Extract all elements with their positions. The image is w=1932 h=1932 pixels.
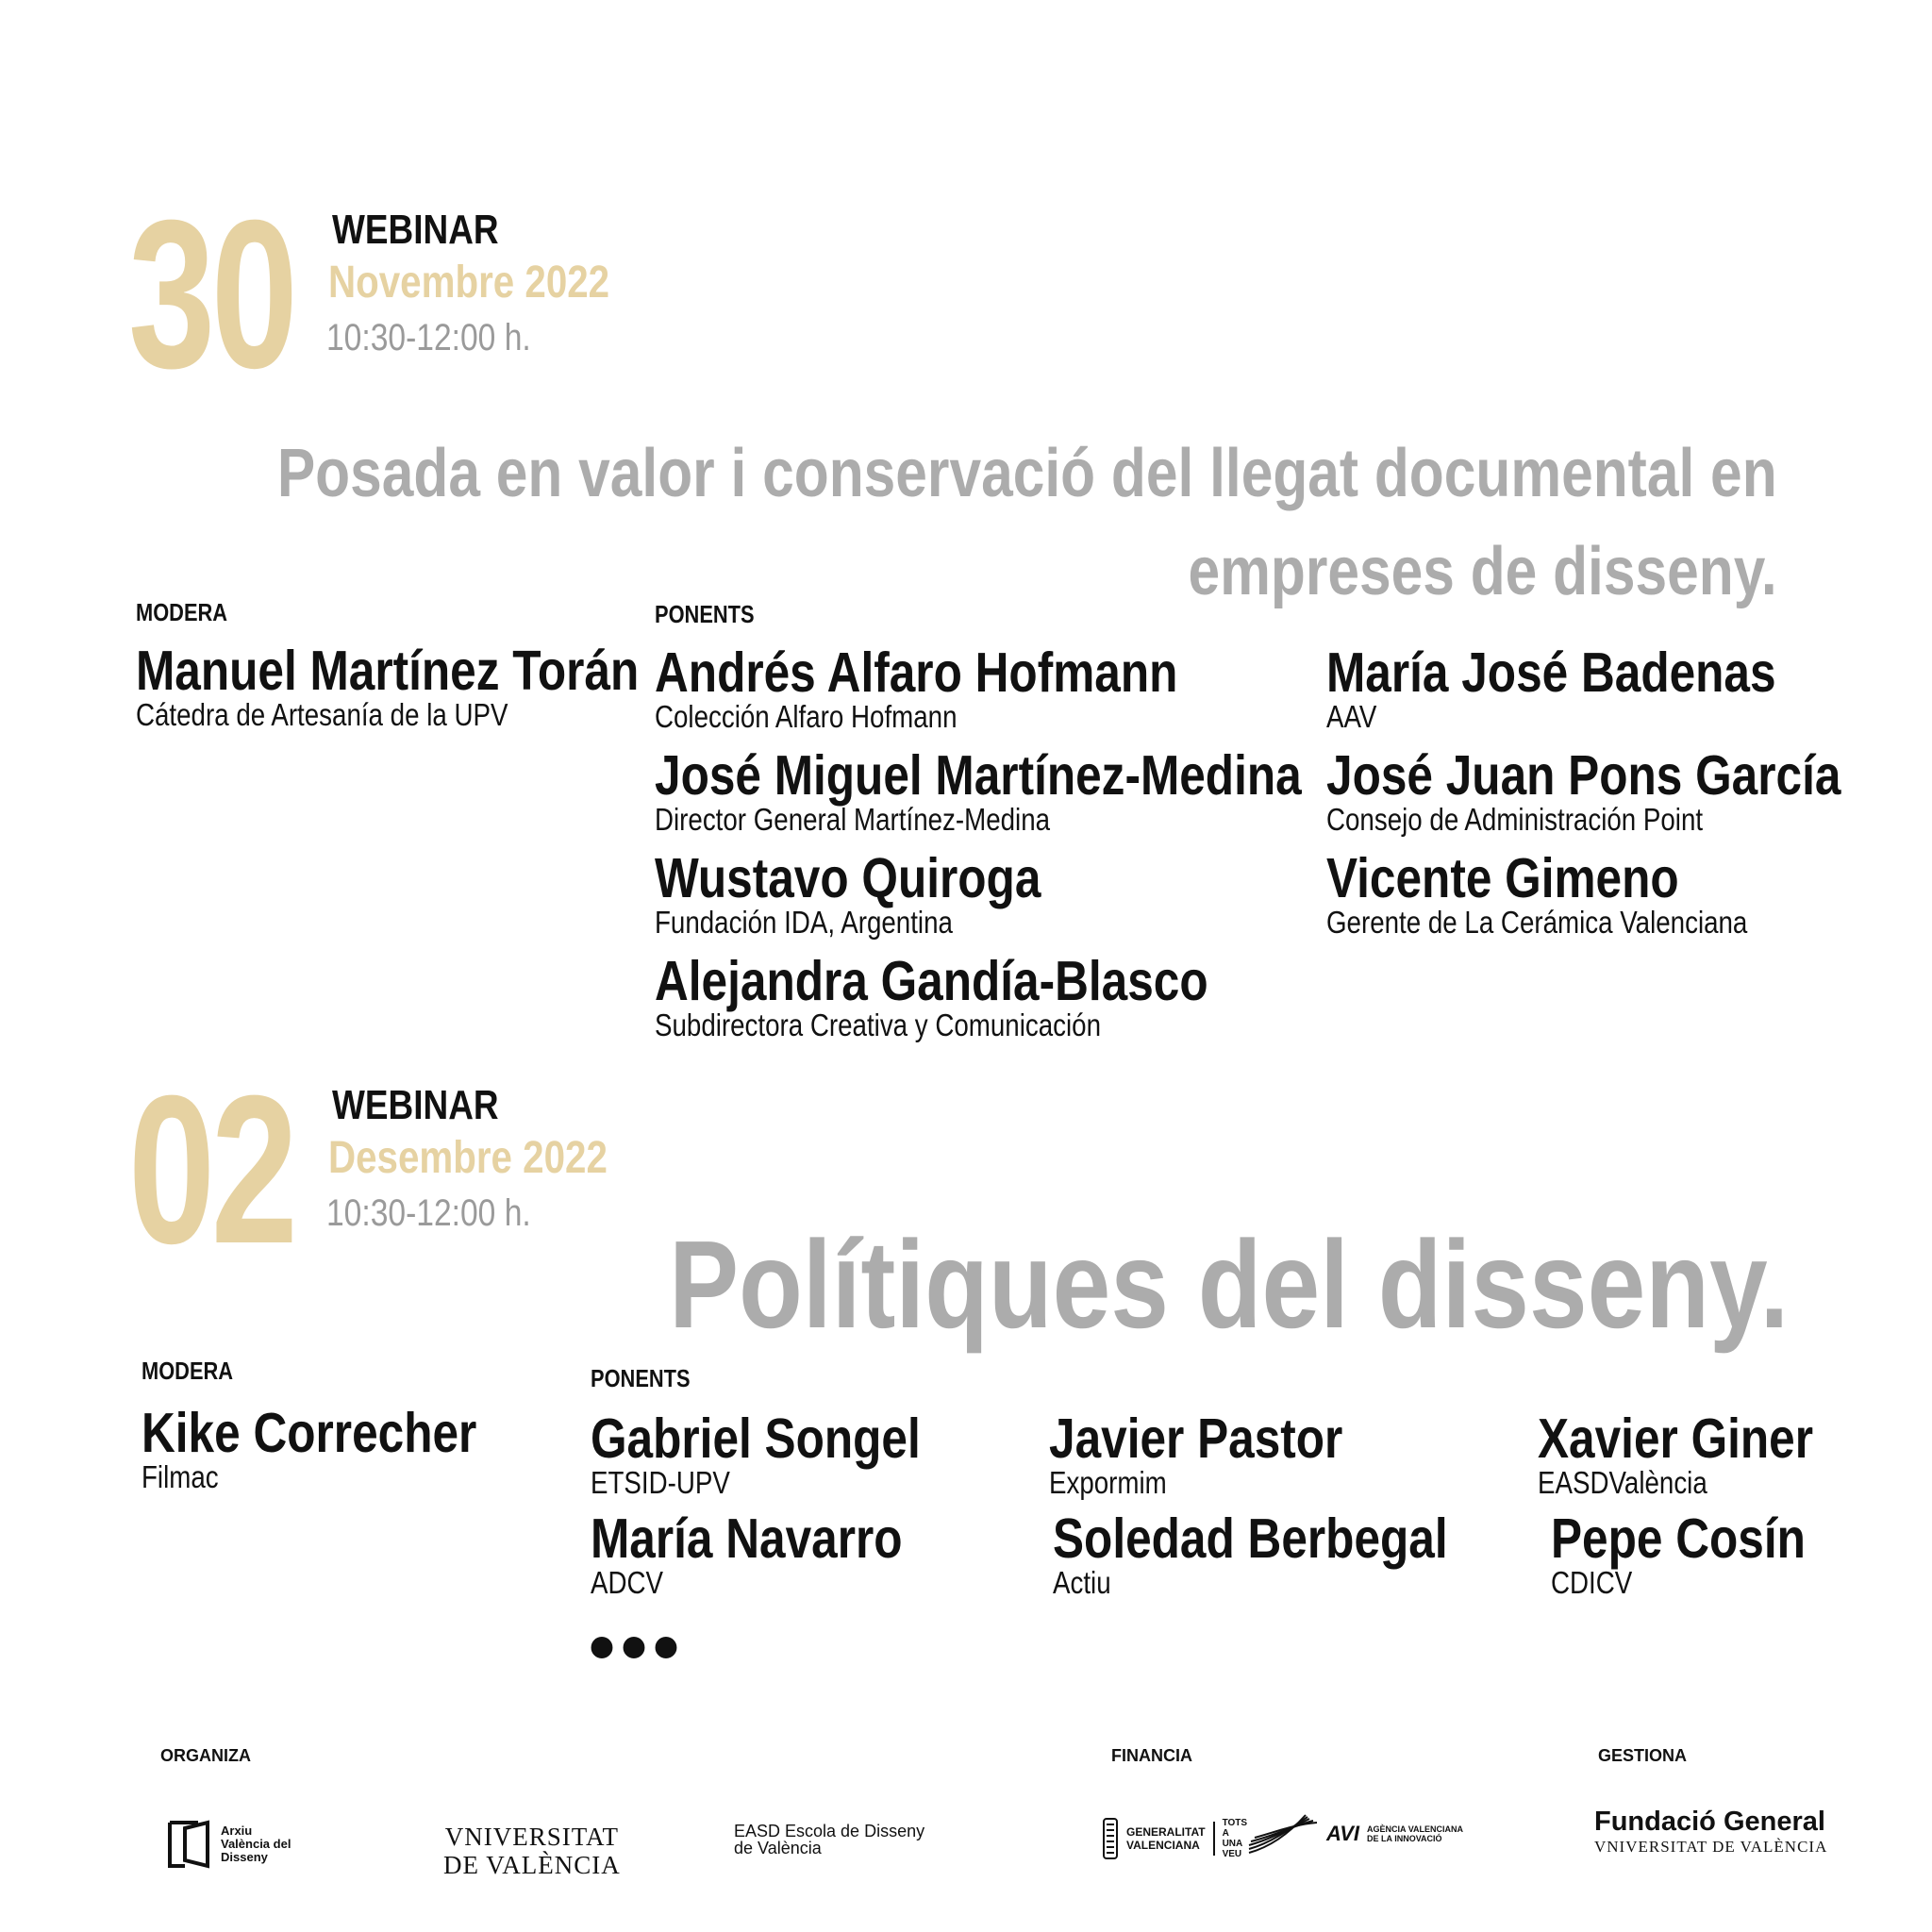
speaker-name: Javier Pastor: [1049, 1407, 1343, 1470]
speaker-name: María José Badenas: [1326, 641, 1776, 704]
speaker-name: Alejandra Gandía-Blasco: [655, 950, 1208, 1012]
webinar-2-title: Polítiques del disseny.: [668, 1215, 1789, 1354]
speaker-name: Vicente Gimeno: [1326, 847, 1679, 909]
more-speakers-ellipsis: •••: [589, 1605, 686, 1689]
webinar-2-time: 10:30-12:00 h.: [326, 1192, 531, 1234]
webinar-1-time: 10:30-12:00 h.: [326, 317, 531, 358]
easd-line-2: de València: [734, 1839, 822, 1857]
webinar-1-ponents-label: PONENTS: [655, 600, 755, 628]
avi-swoosh-icon: [1247, 1811, 1319, 1857]
speaker-card: [1053, 1507, 1448, 1600]
speaker-affiliation: ADCV: [591, 1565, 664, 1600]
gva-divider: [1213, 1822, 1215, 1856]
webinar-2-modera-label: MODERA: [142, 1357, 234, 1385]
webinar-2-moderator: [142, 1402, 477, 1494]
speaker-name: María Navarro: [591, 1507, 903, 1570]
fg-line-2: VNIVERSITAT DE VALÈNCIA: [1594, 1838, 1828, 1856]
speaker-card: [1538, 1407, 1814, 1500]
webinar-1-title-line-2: empreses de disseny.: [1188, 534, 1777, 609]
avi-logo: [1247, 1811, 1463, 1857]
fg-line-1: Fundació General: [1594, 1807, 1825, 1837]
webinar-1-title: [277, 425, 1777, 621]
gva-line-2: VALENCIANA: [1126, 1839, 1200, 1852]
speaker-card: [1551, 1507, 1806, 1600]
financia-label: FINANCIA: [1111, 1746, 1192, 1765]
speaker-card: [655, 744, 1302, 837]
gestiona-label: GESTIONA: [1598, 1746, 1688, 1765]
speaker-affiliation: Gerente de La Cerámica Valenciana: [1326, 905, 1748, 940]
speaker-affiliation: EASDValència: [1538, 1465, 1707, 1500]
speaker-name: Gabriel Songel: [591, 1407, 921, 1470]
speaker-affiliation: Fundación IDA, Argentina: [655, 905, 953, 940]
organiza-label: ORGANIZA: [160, 1746, 251, 1765]
gva-tagline: TOTS A UNA VEU: [1222, 1818, 1248, 1859]
webinar-2-ponents-label: PONENTS: [591, 1364, 691, 1392]
speaker-affiliation: CDICV: [1551, 1565, 1633, 1600]
webinar-1-day: 30: [128, 176, 294, 412]
speaker-name: Soledad Berbegal: [1053, 1507, 1448, 1570]
speaker-card: [655, 847, 1041, 940]
avi-name: AVI: [1326, 1822, 1360, 1845]
moderator-name: Manuel Martínez Torán: [136, 640, 640, 702]
speaker-card: [655, 641, 1178, 734]
arxiu-logo-text: Arxiu València del Disseny: [221, 1824, 291, 1864]
speaker-name: Pepe Cosín: [1551, 1507, 1806, 1570]
speaker-name: José Miguel Martínez-Medina: [655, 744, 1302, 807]
gva-line-1: GENERALITAT: [1126, 1825, 1206, 1839]
arxiu-valencia-logo: [166, 1819, 296, 1870]
speaker-card: [591, 1507, 903, 1600]
webinar-2-day: 02: [128, 1052, 294, 1288]
webinar-1-moderator: [136, 640, 640, 732]
speaker-name: José Juan Pons García: [1326, 744, 1841, 807]
uv-line-1: VNIVERSITAT: [444, 1823, 620, 1851]
universitat-valencia-logo: [443, 1823, 621, 1879]
speaker-card: [1326, 847, 1748, 940]
avi-fullname: [1367, 1824, 1463, 1843]
moderator-affiliation: Filmac: [142, 1459, 219, 1494]
moderator-affiliation: Cátedra de Artesanía de la UPV: [136, 697, 508, 732]
speaker-affiliation: AAV: [1326, 699, 1377, 734]
speaker-name: Wustavo Quiroga: [655, 847, 1041, 909]
arxiu-door-icon: [166, 1819, 211, 1870]
webinar-2-month: Desembre 2022: [328, 1133, 608, 1183]
speaker-card: [591, 1407, 921, 1500]
gva-shield-icon: [1102, 1817, 1119, 1860]
speaker-affiliation: Colección Alfaro Hofmann: [655, 699, 958, 734]
easd-logo: [734, 1823, 924, 1857]
speaker-affiliation: ETSID-UPV: [591, 1465, 730, 1500]
speaker-card: [1049, 1407, 1343, 1500]
speaker-affiliation: Subdirectora Creativa y Comunicación: [655, 1008, 1102, 1042]
easd-line-1: EASD Escola de Disseny: [734, 1822, 925, 1840]
generalitat-valenciana-logo: [1102, 1817, 1251, 1860]
speaker-affiliation: Actiu: [1053, 1565, 1111, 1600]
speaker-card: [655, 950, 1208, 1042]
speaker-affiliation: Expormim: [1049, 1465, 1167, 1500]
fundacio-general-logo: [1594, 1806, 1827, 1857]
uv-line-2: DE VALÈNCIA: [443, 1851, 621, 1879]
speaker-name: Andrés Alfaro Hofmann: [655, 641, 1178, 704]
moderator-name: Kike Correcher: [142, 1402, 477, 1464]
webinar-2-label: WEBINAR: [332, 1082, 499, 1128]
speaker-name: Xavier Giner: [1538, 1407, 1814, 1470]
avi-line-2: DE LA INNOVACIÓ: [1367, 1834, 1442, 1843]
gva-name: [1126, 1825, 1206, 1852]
speaker-card: [1326, 744, 1841, 837]
speaker-affiliation: Consejo de Administración Point: [1326, 802, 1704, 837]
avi-line-1: AGÈNCIA VALENCIANA: [1367, 1824, 1464, 1834]
speaker-affiliation: Director General Martínez-Medina: [655, 802, 1051, 837]
webinar-1-label: WEBINAR: [332, 207, 499, 253]
webinar-1-month: Novembre 2022: [328, 258, 610, 308]
webinar-1-title-line-1: Posada en valor i conservació del llegat documental en: [277, 436, 1777, 511]
webinar-1-modera-label: MODERA: [136, 598, 228, 626]
speaker-card: [1326, 641, 1776, 734]
